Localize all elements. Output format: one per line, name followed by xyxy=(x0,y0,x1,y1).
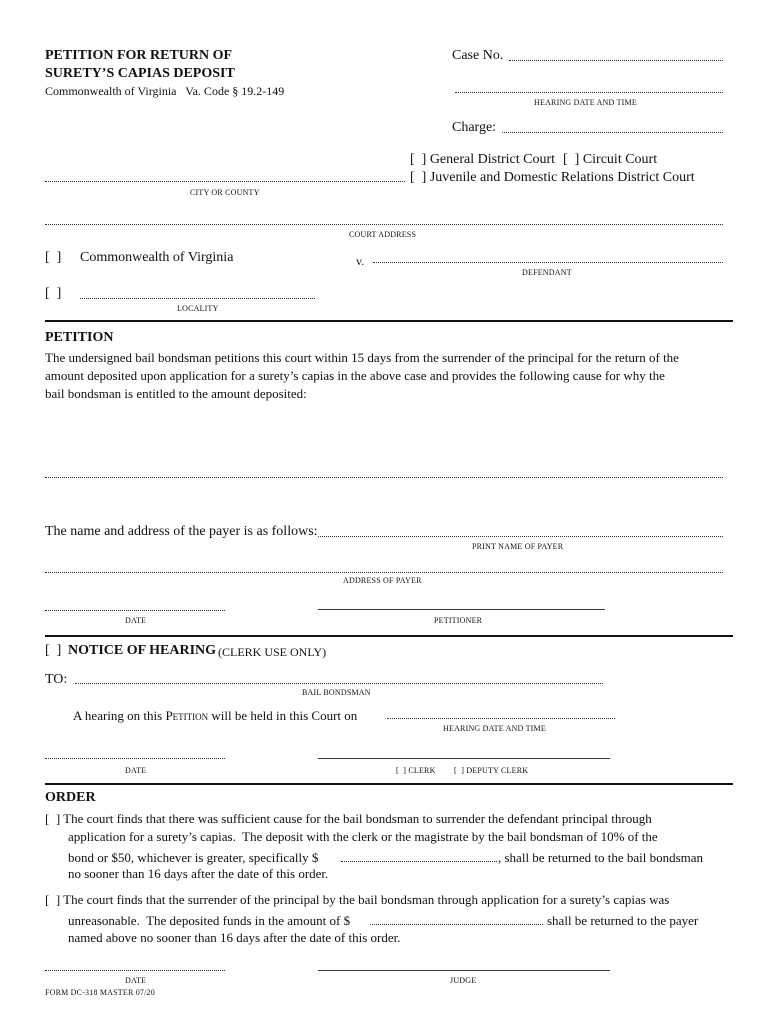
hearing-date-field[interactable] xyxy=(455,92,723,93)
petition-body-line1: The undersigned bail bondsman petitions this court within 15 days from the surrender of the principal for the return of the xyxy=(45,350,679,365)
case-no-label: Case No. xyxy=(452,48,504,63)
petition-body-line2: amount deposited upon application for a surety’s capias in the above case and provides the following cause for why the xyxy=(45,368,665,383)
order-p1-line3-pre: bond or $50, whichever is greater, specifically $ xyxy=(68,850,319,865)
clerk-checkbox[interactable]: [ ] CLERK xyxy=(396,766,436,775)
charge-field[interactable] xyxy=(502,132,723,133)
bail-bondsman-field[interactable] xyxy=(75,683,603,684)
notice-date-field[interactable] xyxy=(45,758,225,759)
hearing-text-post: will be held in this Court on xyxy=(211,708,358,723)
city-county-label: CITY OR COUNTY xyxy=(190,188,260,197)
deposit-amount-field[interactable] xyxy=(341,861,497,862)
to-label: TO: xyxy=(45,672,68,687)
payer-address-label: ADDRESS OF PAYER xyxy=(343,576,422,585)
versus-label: v. xyxy=(356,254,365,268)
notice-checkbox[interactable]: [ ] xyxy=(45,643,62,658)
order-p2-line2-post: shall be returned to the payer xyxy=(547,913,699,928)
commonwealth-label: Commonwealth of Virginia xyxy=(80,250,234,265)
order-p2-line2-pre: unreasonable. The deposited funds in the amount of $ xyxy=(68,913,351,928)
payer-address-field[interactable] xyxy=(45,572,723,573)
locality-checkbox[interactable]: [ ] xyxy=(45,286,62,301)
payer-text: The name and address of the payer is as follows: xyxy=(45,524,318,539)
petition-date-label: DATE xyxy=(125,616,147,625)
deputy-clerk-checkbox[interactable]: [ ] DEPUTY CLERK xyxy=(454,766,529,775)
section-divider xyxy=(45,320,733,322)
defendant-label: DEFENDANT xyxy=(522,268,572,277)
form-subtitle: Commonwealth of Virginia Va. Code § 19.2-149 xyxy=(45,84,285,98)
order-p1-line2: application for a surety’s capias. The deposit with the clerk or the magistrate by the bail bondsman of 10% of the xyxy=(68,829,658,844)
bail-bondsman-label: BAIL BONDSMAN xyxy=(302,688,371,697)
funds-amount-field[interactable] xyxy=(370,924,543,925)
notice-hearing-date-label: HEARING DATE AND TIME xyxy=(443,724,546,733)
petitioner-signature-line[interactable] xyxy=(318,609,605,610)
petition-heading: PETITION xyxy=(45,330,114,345)
section-divider xyxy=(45,635,733,637)
circuit-court-checkbox[interactable]: [ ] Circuit Court xyxy=(563,152,658,167)
payer-name-label: PRINT NAME OF PAYER xyxy=(472,542,564,551)
order-p1-line3-post: , shall be returned to the bail bondsman xyxy=(498,850,704,865)
order-p1-line4: no sooner than 16 days after the date of this order. xyxy=(68,866,329,881)
defendant-field[interactable] xyxy=(373,262,723,263)
locality-field[interactable] xyxy=(80,298,315,299)
commonwealth-checkbox[interactable]: [ ] xyxy=(45,250,62,265)
jdr-court-checkbox[interactable]: [ ] Juvenile and Domestic Relations District Court xyxy=(410,170,695,185)
order-heading: ORDER xyxy=(45,790,96,805)
hearing-text-petition: Petition xyxy=(165,708,209,723)
order-date-label: DATE xyxy=(125,976,147,985)
locality-label: LOCALITY xyxy=(177,304,219,313)
notice-heading-note: (CLERK USE ONLY) xyxy=(218,645,327,659)
case-no-field[interactable] xyxy=(509,60,723,61)
notice-heading: NOTICE OF HEARING xyxy=(68,643,217,658)
notice-date-label: DATE xyxy=(125,766,147,775)
charge-label: Charge: xyxy=(452,120,497,135)
hearing-text-pre: A hearing on this xyxy=(73,708,163,723)
payer-name-field[interactable] xyxy=(318,536,723,537)
notice-hearing-date-field[interactable] xyxy=(387,718,615,719)
judge-signature-line[interactable] xyxy=(318,970,610,971)
clerk-signature-line[interactable] xyxy=(318,758,610,759)
court-address-label: COURT ADDRESS xyxy=(349,230,417,239)
hearing-date-label: HEARING DATE AND TIME xyxy=(534,98,637,107)
form-title-line2: SURETY’S CAPIAS DEPOSIT xyxy=(45,66,235,81)
section-divider xyxy=(45,783,733,785)
form-id: FORM DC-318 MASTER 07/20 xyxy=(45,988,155,997)
order-p2-line3: named above no sooner than 16 days after the date of this order. xyxy=(68,930,401,945)
city-county-field[interactable] xyxy=(45,181,405,182)
court-address-field[interactable] xyxy=(45,224,723,225)
petition-body-line3: bail bondsman is entitled to the amount deposited: xyxy=(45,386,307,401)
petitioner-label: PETITIONER xyxy=(434,616,483,625)
cause-field[interactable] xyxy=(45,477,723,478)
order-date-field[interactable] xyxy=(45,970,225,971)
order-p2-line1[interactable]: [ ] The court finds that the surrender of the principal by the bail bondsman through application for a surety’s capias was xyxy=(45,892,670,907)
order-p1-line1[interactable]: [ ] The court finds that there was sufficient cause for the bail bondsman to surrender the defendant principal through xyxy=(45,811,652,826)
petition-date-field[interactable] xyxy=(45,610,225,611)
general-district-court-checkbox[interactable]: [ ] General District Court xyxy=(410,152,556,167)
judge-label: JUDGE xyxy=(450,976,477,985)
form-title-line1: PETITION FOR RETURN OF xyxy=(45,48,233,63)
